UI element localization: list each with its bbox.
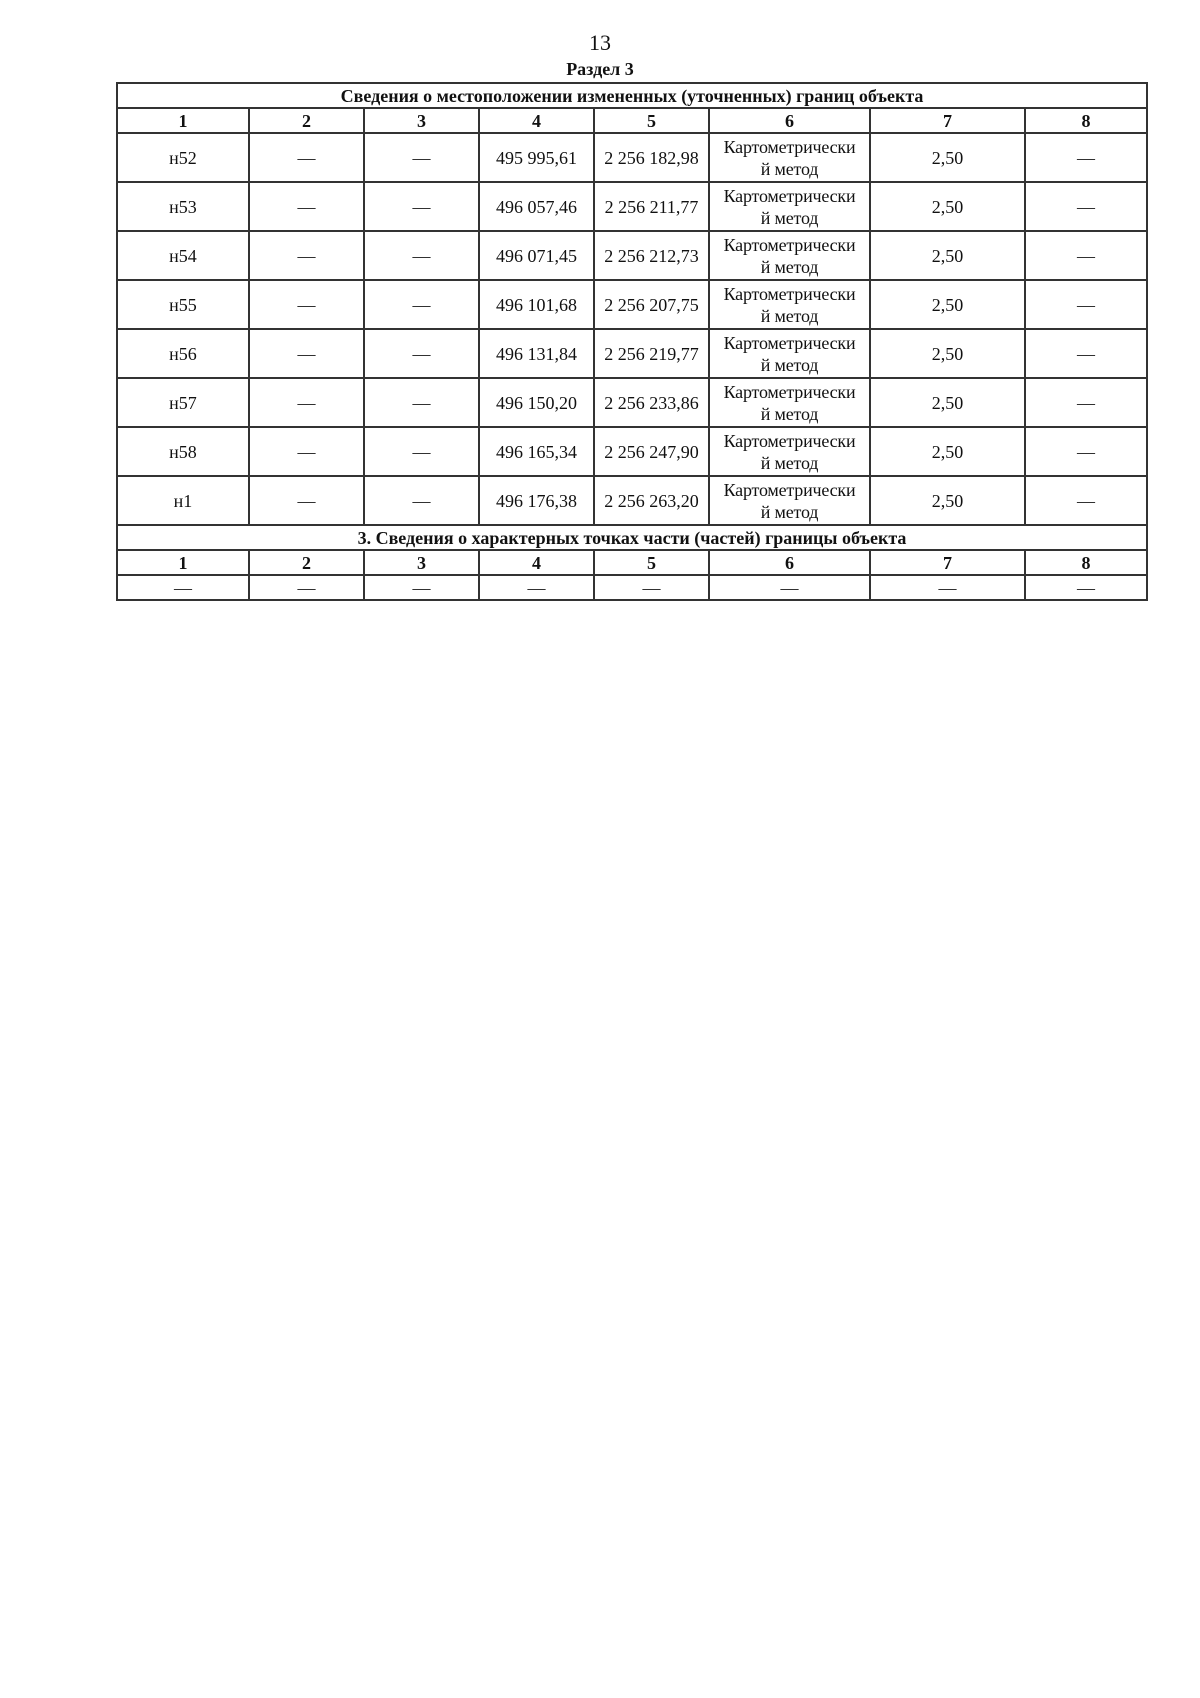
empty-data-row [117,575,1147,600]
column-number-row [117,108,1147,133]
table-cell: — [364,182,479,231]
table-cell: — [1025,280,1147,329]
column-number: 6 [709,550,870,575]
table-cell: — [1025,476,1147,525]
table-cell: — [364,133,479,182]
method-line: й метод [760,158,819,179]
table-cell: — [364,231,479,280]
section-title: Раздел 3 [566,59,634,79]
table-cell: 2,50 [870,280,1025,329]
method-line: й метод [760,452,819,473]
table-cell [709,133,870,182]
boundary-points-table [116,82,1148,601]
table-cell: — [249,575,364,600]
table-footer-section [117,525,1147,600]
table-cell: — [364,575,479,600]
table-caption-row [117,83,1147,108]
table-row [117,427,1147,476]
table-cell: 496 131,84 [479,329,594,378]
section-caption: 3. Сведения о характерных точках части (частей) границы объекта [117,525,1147,550]
method-line: й метод [760,354,819,375]
table-cell: н53 [117,182,249,231]
table-cell: 2 256 247,90 [594,427,709,476]
column-number: 5 [594,550,709,575]
table-cell: — [870,575,1025,600]
table-cell: 2,50 [870,329,1025,378]
method-line: Картометрически [723,479,856,500]
table-row [117,280,1147,329]
table-cell: 2,50 [870,427,1025,476]
method-line: Картометрически [723,332,856,353]
table-cell [709,427,870,476]
table-cell: 2 256 182,98 [594,133,709,182]
method-line: Картометрически [723,136,856,157]
table-cell [709,476,870,525]
table-cell: 2 256 233,86 [594,378,709,427]
table-cell: — [1025,182,1147,231]
table-row [117,133,1147,182]
table-cell: — [249,133,364,182]
table-cell: 2,50 [870,476,1025,525]
table-cell: — [594,575,709,600]
table-row [117,476,1147,525]
table-cell [709,329,870,378]
table-cell: — [249,476,364,525]
column-number-row [117,550,1147,575]
column-number: 7 [870,108,1025,133]
table-cell [709,378,870,427]
method-line: Картометрически [723,234,856,255]
table-cell: н56 [117,329,249,378]
column-number: 7 [870,550,1025,575]
table-cell: 2,50 [870,231,1025,280]
method-line: Картометрически [723,283,856,304]
column-number: 1 [117,550,249,575]
table-cell: — [249,231,364,280]
table-body [117,83,1147,133]
table-cell: — [1025,231,1147,280]
table-cell: — [249,280,364,329]
table-cell: — [249,329,364,378]
table-cell: — [1025,427,1147,476]
table-cell: — [364,378,479,427]
method-line: й метод [760,305,819,326]
table-cell: — [364,476,479,525]
table-cell: 496 071,45 [479,231,594,280]
table-cell: н57 [117,378,249,427]
table-row [117,182,1147,231]
table-cell: — [117,575,249,600]
table-cell: — [1025,133,1147,182]
table-cell: 2 256 212,73 [594,231,709,280]
page-number: 13 [589,30,611,55]
column-number: 3 [364,550,479,575]
table-cell: н52 [117,133,249,182]
column-number: 1 [117,108,249,133]
method-line: й метод [760,256,819,277]
table-cell: 495 995,61 [479,133,594,182]
table-cell: — [364,280,479,329]
table-cell: — [709,575,870,600]
table-row [117,231,1147,280]
section-caption-row [117,525,1147,550]
table-cell: 496 176,38 [479,476,594,525]
table-cell [709,231,870,280]
table-cell: 2 256 219,77 [594,329,709,378]
table-cell: 2,50 [870,182,1025,231]
table-cell: н55 [117,280,249,329]
column-number: 8 [1025,550,1147,575]
column-number: 2 [249,550,364,575]
method-line: Картометрически [723,381,856,402]
table-cell: н1 [117,476,249,525]
table-cell: — [1025,329,1147,378]
column-number: 8 [1025,108,1147,133]
table-cell: 2 256 211,77 [594,182,709,231]
table-row [117,329,1147,378]
table-cell [709,280,870,329]
table-cell: — [364,329,479,378]
table-cell: 496 101,68 [479,280,594,329]
table-cell: н54 [117,231,249,280]
column-number: 4 [479,550,594,575]
table-cell: — [1025,378,1147,427]
method-line: Картометрически [723,185,856,206]
column-number: 6 [709,108,870,133]
table-cell: 496 150,20 [479,378,594,427]
column-number: 4 [479,108,594,133]
table-cell: 2 256 207,75 [594,280,709,329]
table-cell: — [249,427,364,476]
table-cell: 2 256 263,20 [594,476,709,525]
table-cell: н58 [117,427,249,476]
method-line: й метод [760,207,819,228]
table-cell: — [364,427,479,476]
column-number: 3 [364,108,479,133]
table-cell: — [249,182,364,231]
method-line: й метод [760,501,819,522]
column-number: 5 [594,108,709,133]
method-line: й метод [760,403,819,424]
table-caption: Сведения о местоположении измененных (уточненных) границ объекта [117,83,1147,108]
table-cell: 496 165,34 [479,427,594,476]
table-cell: 496 057,46 [479,182,594,231]
method-line: Картометрически [723,430,856,451]
table-cell: — [479,575,594,600]
data-rows [117,133,1147,525]
table-cell [709,182,870,231]
table-row [117,378,1147,427]
column-number: 2 [249,108,364,133]
table-cell: 2,50 [870,133,1025,182]
table-cell: 2,50 [870,378,1025,427]
table-cell: — [249,378,364,427]
table-cell: — [1025,575,1147,600]
